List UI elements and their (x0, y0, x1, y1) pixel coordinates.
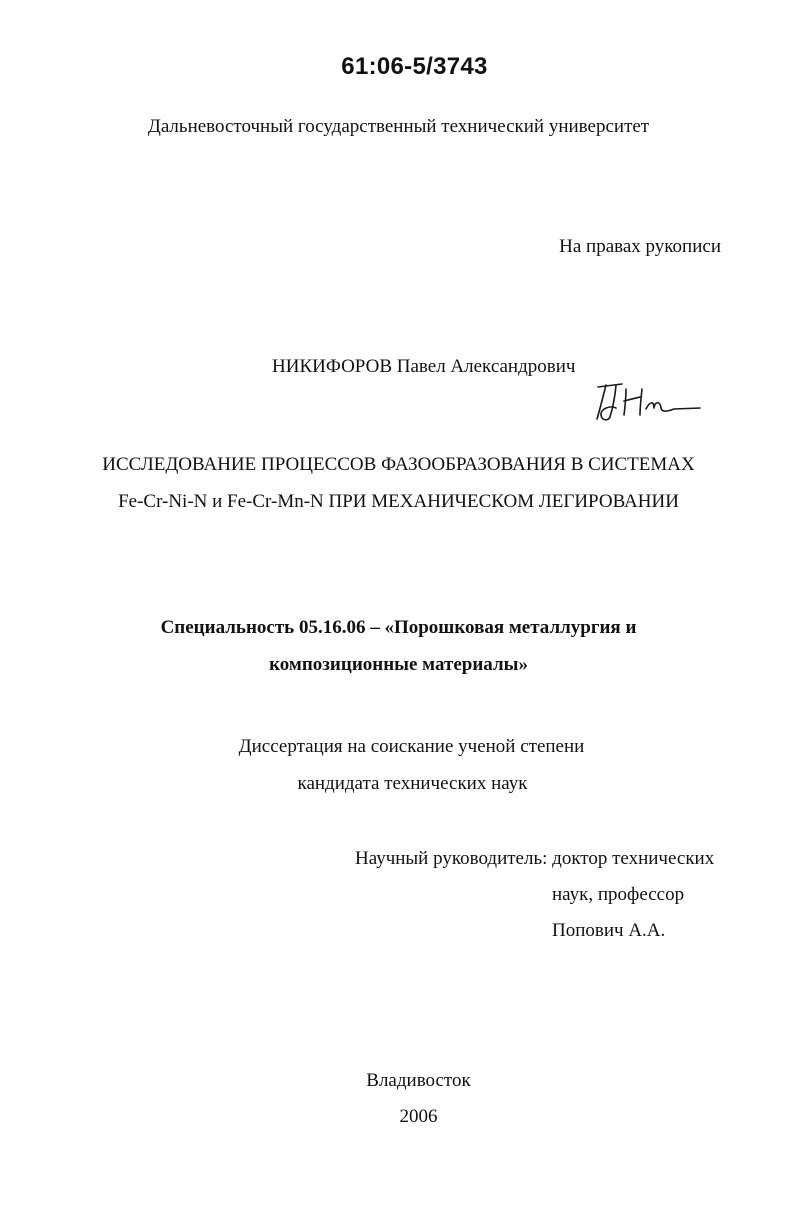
year: 2006 (399, 1106, 438, 1127)
archive-stamp-number: 61:06-5/3743 (341, 53, 488, 80)
degree-line-2: кандидата технических наук (297, 773, 528, 794)
title-line-2: Fe-Cr-Ni-N и Fe-Cr-Mn-N ПРИ МЕХАНИЧЕСКОМ ЛЕГИРОВАНИИ (118, 491, 679, 512)
author-name: НИКИФОРОВ Павел Александрович (272, 356, 576, 377)
city: Владивосток (366, 1070, 471, 1091)
university-name: Дальневосточный государственный технический университет (147, 116, 650, 137)
degree-line-1: Диссертация на соискание ученой степени (238, 736, 585, 757)
specialty-line-2: композиционные материалы» (269, 654, 528, 675)
supervisor-line-3: Попович А.А. (552, 920, 666, 941)
handwritten-signature (588, 375, 708, 425)
supervisor-line-1: Научный руководитель: доктор технических (355, 848, 715, 869)
supervisor-line-2: наук, профессор (552, 884, 685, 905)
rights-note: На правах рукописи (559, 236, 721, 257)
title-line-1: ИССЛЕДОВАНИЕ ПРОЦЕССОВ ФАЗООБРАЗОВАНИЯ В СИСТЕМАХ (102, 454, 695, 475)
specialty-line-1: Специальность 05.16.06 – «Порошковая металлургия и (160, 617, 637, 638)
